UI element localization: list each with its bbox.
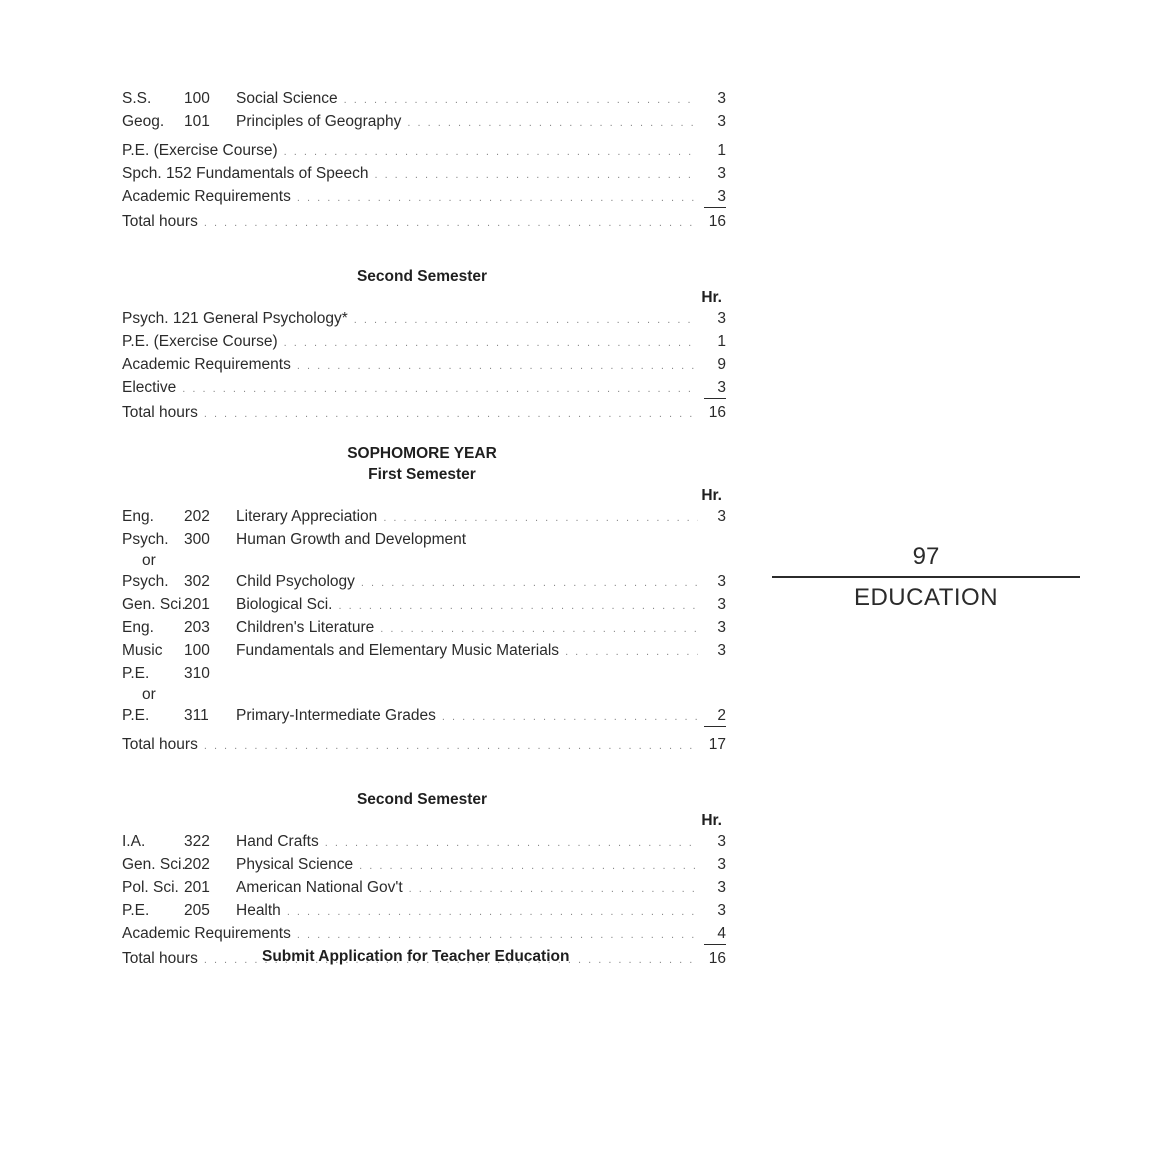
course-title: Spch. 152 Fundamentals of Speech	[122, 165, 369, 182]
curriculum-column	[122, 88, 726, 971]
course-row	[122, 163, 726, 186]
leader-dots	[284, 142, 698, 163]
course-title: Primary-Intermediate Grades	[236, 707, 436, 724]
course-number: 100	[184, 90, 210, 107]
page-number: 97	[912, 543, 940, 570]
course-row	[122, 831, 726, 854]
course-title: Literary Appreciation	[236, 508, 378, 525]
leader-dots	[325, 833, 698, 854]
year-heading: SOPHOMORE YEAR	[347, 445, 497, 462]
course-title: Health	[236, 902, 281, 919]
department-name: EDUCATION	[853, 584, 999, 611]
course-dept: S.S.	[122, 90, 152, 107]
course-number: 322	[184, 833, 210, 850]
course-row	[122, 923, 726, 946]
leader-dots	[409, 879, 698, 900]
course-title: P.E. (Exercise Course)	[122, 333, 278, 350]
leader-dots	[182, 379, 698, 400]
course-row	[122, 571, 726, 594]
course-hours: 3	[717, 508, 726, 525]
total-hours: 16	[708, 213, 726, 230]
footer-note: Submit Application for Teacher Education	[262, 948, 570, 965]
or-label: or	[142, 686, 156, 703]
course-number: 202	[184, 856, 210, 873]
or-separator	[122, 684, 726, 705]
course-title: Physical Science	[236, 856, 354, 873]
course-dept: I.A.	[122, 833, 146, 850]
semester-heading: Second Semester	[356, 791, 488, 808]
or-label: or	[142, 552, 156, 569]
total-row	[122, 211, 726, 234]
course-row	[122, 529, 726, 550]
course-hours: 3	[717, 856, 726, 873]
course-hours: 3	[717, 113, 726, 130]
leader-dots	[344, 90, 698, 111]
course-row	[122, 877, 726, 900]
course-title: Elective	[122, 379, 177, 396]
course-row	[122, 854, 726, 877]
course-row	[122, 186, 726, 209]
course-number: 205	[184, 902, 210, 919]
course-row	[122, 640, 726, 663]
hours-column-label: Hr.	[701, 812, 722, 829]
course-title: Psych. 121 General Psychology*	[122, 310, 348, 327]
course-hours: 3	[717, 596, 726, 613]
course-number: 310	[184, 665, 210, 682]
course-hours: 1	[717, 333, 726, 350]
leader-dots	[354, 310, 698, 331]
course-hours: 3	[717, 879, 726, 896]
course-row	[122, 111, 726, 134]
total-hours: 16	[708, 950, 726, 967]
course-title: Human Growth and Development	[236, 531, 467, 548]
leader-dots	[380, 619, 698, 640]
course-hours: 4	[704, 923, 726, 945]
course-row	[122, 88, 726, 111]
hours-column-label: Hr.	[701, 487, 722, 504]
course-row	[122, 331, 726, 354]
course-title: American National Gov't	[236, 879, 403, 896]
course-number: 201	[184, 879, 210, 896]
course-number: 300	[184, 531, 210, 548]
course-number: 101	[184, 113, 210, 130]
or-separator	[122, 550, 726, 571]
course-number: 100	[184, 642, 210, 659]
course-title: Fundamentals and Elementary Music Materials	[236, 642, 560, 659]
leader-dots	[284, 333, 698, 354]
course-hours: 3	[717, 573, 726, 590]
course-title: P.E. (Exercise Course)	[122, 142, 278, 159]
course-hours: 3	[717, 642, 726, 659]
total-label: Total hours	[122, 736, 198, 753]
course-dept: Eng.	[122, 508, 154, 525]
course-dept: Gen. Sci.	[122, 856, 186, 873]
leader-dots	[374, 165, 698, 186]
leader-dots	[297, 188, 698, 209]
course-dept: P.E.	[122, 902, 150, 919]
course-row	[122, 506, 726, 529]
course-dept: Gen. Sci.	[122, 596, 186, 613]
course-hours: 3	[717, 833, 726, 850]
course-title: Academic Requirements	[122, 188, 291, 205]
course-hours: 2	[704, 705, 726, 727]
course-number: 203	[184, 619, 210, 636]
leader-dots	[287, 902, 698, 923]
course-row	[122, 594, 726, 617]
leader-dots	[565, 642, 698, 663]
total-label: Total hours	[122, 213, 198, 230]
course-dept: Geog.	[122, 113, 165, 130]
course-dept: Music	[122, 642, 163, 659]
divider-rule	[772, 576, 1080, 578]
leader-dots	[204, 404, 698, 425]
course-title: Academic Requirements	[122, 356, 291, 373]
course-row	[122, 377, 726, 400]
course-hours: 1	[717, 142, 726, 159]
course-hours: 3	[717, 902, 726, 919]
course-title: Hand Crafts	[236, 833, 319, 850]
leader-dots	[442, 707, 698, 728]
course-title: Children's Literature	[236, 619, 375, 636]
course-hours: 9	[717, 356, 726, 373]
course-hours: 3	[717, 619, 726, 636]
course-title: Biological Sci.	[236, 596, 333, 613]
course-row	[122, 617, 726, 640]
course-number: 201	[184, 596, 210, 613]
leader-dots	[383, 508, 698, 529]
leader-dots	[361, 573, 698, 594]
semester-heading: Second Semester	[356, 268, 488, 285]
leader-dots	[359, 856, 698, 877]
course-hours: 3	[704, 377, 726, 399]
course-title: Academic Requirements	[122, 925, 291, 942]
hours-column-label: Hr.	[701, 289, 722, 306]
page-marker	[772, 540, 1080, 612]
course-row	[122, 900, 726, 923]
course-number: 311	[184, 707, 209, 724]
course-hours: 3	[704, 186, 726, 208]
course-number: 202	[184, 508, 210, 525]
course-number: 302	[184, 573, 210, 590]
course-row	[122, 354, 726, 377]
semester-heading: First Semester	[368, 466, 476, 483]
course-title: Social Science	[236, 90, 338, 107]
leader-dots	[204, 213, 698, 234]
leader-dots	[297, 356, 698, 377]
leader-dots	[204, 736, 698, 757]
course-row	[122, 663, 726, 684]
course-row	[122, 308, 726, 331]
course-dept: Eng.	[122, 619, 154, 636]
course-row	[122, 705, 726, 728]
course-dept: Psych.	[122, 573, 169, 590]
leader-dots	[297, 925, 698, 946]
course-title: Child Psychology	[236, 573, 355, 590]
leader-dots	[407, 113, 698, 134]
course-dept: Psych.	[122, 531, 169, 548]
total-label: Total hours	[122, 404, 198, 421]
course-hours: 3	[717, 90, 726, 107]
course-dept: P.E.	[122, 665, 150, 682]
course-hours: 3	[717, 310, 726, 327]
course-hours: 3	[717, 165, 726, 182]
total-hours: 16	[708, 404, 726, 421]
total-row	[122, 402, 726, 425]
course-dept: Pol. Sci.	[122, 879, 179, 896]
total-row	[122, 734, 726, 757]
course-title: Principles of Geography	[236, 113, 402, 130]
total-label: Total hours	[122, 950, 198, 967]
course-row	[122, 140, 726, 163]
leader-dots	[339, 596, 699, 617]
total-hours: 17	[708, 736, 726, 753]
course-dept: P.E.	[122, 707, 150, 724]
